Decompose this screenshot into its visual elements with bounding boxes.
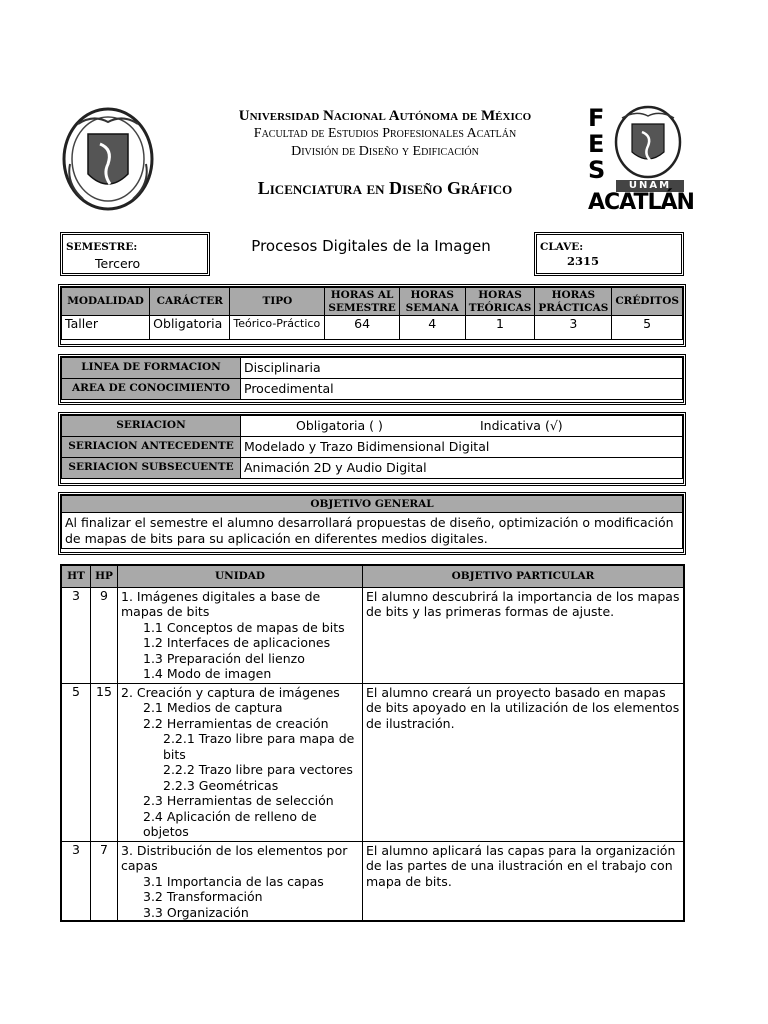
col-horas-teoricas: HORAS TEÓRICAS — [465, 288, 535, 316]
col-hp: HP — [91, 565, 118, 587]
col-horas-semana: HORAS SEMANA — [399, 288, 465, 316]
units-table — [60, 564, 685, 922]
area-conocimiento-value: Procedimental — [241, 379, 683, 400]
modalidad-value: Taller — [62, 316, 150, 340]
objetivo-particular-cell: El alumno descubrirá la importancia de los mapas de bits y las primeras formas de ajuste. — [363, 587, 685, 683]
fes-acatlan-logo — [586, 104, 694, 216]
table-row — [61, 683, 684, 841]
unidad-cell — [118, 841, 363, 921]
hp-cell: 15 — [91, 683, 118, 841]
unam-seal-right — [612, 104, 684, 180]
objetivo-general-text: Al finalizar el semestre el alumno desarrollará propuestas de diseño, optimización o modificación de mapas de bits para su aplicación en diferentes medios digitales. — [62, 513, 683, 549]
unidad-cell — [118, 587, 363, 683]
semester-box — [60, 232, 210, 276]
seriacion-label: SERIACION — [62, 416, 241, 437]
col-modalidad: MODALIDAD — [62, 288, 150, 316]
caracter-value: Obligatoria — [150, 316, 230, 340]
unit-subtopic: 2.2.3 Geométricas — [163, 777, 279, 793]
unam-label: UNAM — [616, 180, 684, 192]
fes-letter-e: E — [588, 130, 605, 158]
unit-title: 1. Imágenes digitales a base de mapas de bits — [121, 588, 321, 619]
clave-box — [534, 232, 684, 276]
unit-title: 2. Creación y captura de imágenes — [121, 684, 340, 700]
hp-cell: 7 — [91, 841, 118, 921]
table-row — [61, 841, 684, 921]
university-name: Universidad Nacional Autónoma de México — [238, 108, 532, 124]
semester-value: Tercero — [95, 256, 141, 271]
unit-subtopic: 1.3 Preparación del lienzo — [143, 650, 305, 666]
unit-subtopic: 1.4 Modo de imagen — [143, 666, 272, 681]
fes-letter-s: S — [588, 156, 606, 184]
objetivo-particular-cell: El alumno creará un proyecto basado en mapas de bits apoyado en la utilización de los elementos de ilustración. — [363, 683, 685, 841]
seriacion-table — [61, 415, 683, 479]
unit-subtopic: 1.2 Interfaces de aplicaciones — [143, 635, 331, 650]
ht-cell: 3 — [61, 841, 91, 921]
linea-formacion-label: LINEA DE FORMACION — [62, 358, 241, 379]
course-title: Procesos Digitales de la Imagen — [251, 237, 491, 255]
unit-subtopic: 2.3 Herramientas de selección — [143, 793, 334, 808]
creditos-value: 5 — [612, 316, 683, 340]
obligatoria-option: Obligatoria ( ) — [296, 418, 383, 434]
subsecuente-value: Animación 2D y Audio Digital — [241, 458, 683, 479]
objetivo-general-table — [61, 495, 683, 549]
horas-teoricas-value: 1 — [465, 316, 535, 340]
antecedente-label: SERIACION ANTECEDENTE — [62, 437, 241, 458]
tipo-value: Teórico-Práctico — [230, 316, 325, 340]
table-row — [61, 587, 684, 683]
formacion-table — [61, 357, 683, 400]
division-name: División de Diseño y Edificación — [291, 144, 479, 159]
objetivo-general-label: OBJETIVO GENERAL — [62, 496, 683, 513]
faculty-name: Facultad de Estudios Profesionales Acatlán — [253, 126, 517, 141]
col-creditos: CRÉDITOS — [612, 288, 683, 316]
unit-subtopic: 2.4 Aplicación de relleno de objetos — [143, 808, 317, 839]
antecedente-value: Modelado y Trazo Bidimensional Digital — [241, 437, 683, 458]
unit-title: 3. Distribución de los elementos por capas — [121, 842, 348, 873]
unam-seal-left — [58, 104, 158, 214]
degree-name: Licenciatura en Diseño Gráfico — [257, 178, 513, 198]
col-tipo: TIPO — [230, 288, 325, 316]
clave-label: CLAVE: — [540, 241, 584, 253]
col-unidad: UNIDAD — [118, 565, 363, 587]
col-caracter: CARÁCTER — [150, 288, 230, 316]
unit-subtopic: 3.2 Transformación — [143, 889, 263, 904]
linea-formacion-value: Disciplinaria — [241, 358, 683, 379]
unit-subtopic: 3.1 Importancia de las capas — [143, 873, 324, 889]
col-ht: HT — [61, 565, 91, 587]
unit-subtopic: 2.2 Herramientas de creación — [143, 715, 329, 731]
unit-subtopic: 1.1 Conceptos de mapas de bits — [143, 619, 345, 635]
objetivo-particular-cell: El alumno aplicará las capas para la organización de las partes de una ilustración en el trabajo con mapa de bits. — [363, 841, 685, 921]
col-horas-semestre: HORAS AL SEMESTRE — [325, 288, 399, 316]
col-objetivo-particular: OBJETIVO PARTICULAR — [363, 565, 685, 587]
unit-subtopic: 3.3 Organización — [143, 904, 249, 920]
ht-cell: 3 — [61, 587, 91, 683]
indicativa-option: Indicativa (√) — [479, 418, 563, 434]
units-body — [61, 587, 684, 921]
fes-letter-f: F — [588, 104, 605, 132]
area-conocimiento-label: AREA DE CONOCIMIENTO — [62, 379, 241, 400]
seriacion-options — [241, 416, 683, 437]
clave-value: 2315 — [567, 254, 600, 268]
unit-subtopic: 2.1 Medios de captura — [143, 700, 283, 715]
modality-table — [61, 287, 683, 340]
horas-practicas-value: 3 — [535, 316, 612, 340]
horas-semestre-value: 64 — [325, 316, 399, 340]
unit-subtopic: 2.2.2 Trazo libre para vectores — [163, 762, 353, 777]
unit-subtopic: 2.2.1 Trazo libre para mapa de bits — [163, 731, 355, 762]
ht-cell: 5 — [61, 683, 91, 841]
semester-label: SEMESTRE: — [66, 241, 138, 253]
horas-semana-value: 4 — [399, 316, 465, 340]
hp-cell: 9 — [91, 587, 118, 683]
acatlan-label: ACATLÁN — [588, 190, 694, 215]
unidad-cell — [118, 683, 363, 841]
col-horas-practicas: HORAS PRÁCTICAS — [535, 288, 612, 316]
subsecuente-label: SERIACION SUBSECUENTE — [62, 458, 241, 479]
